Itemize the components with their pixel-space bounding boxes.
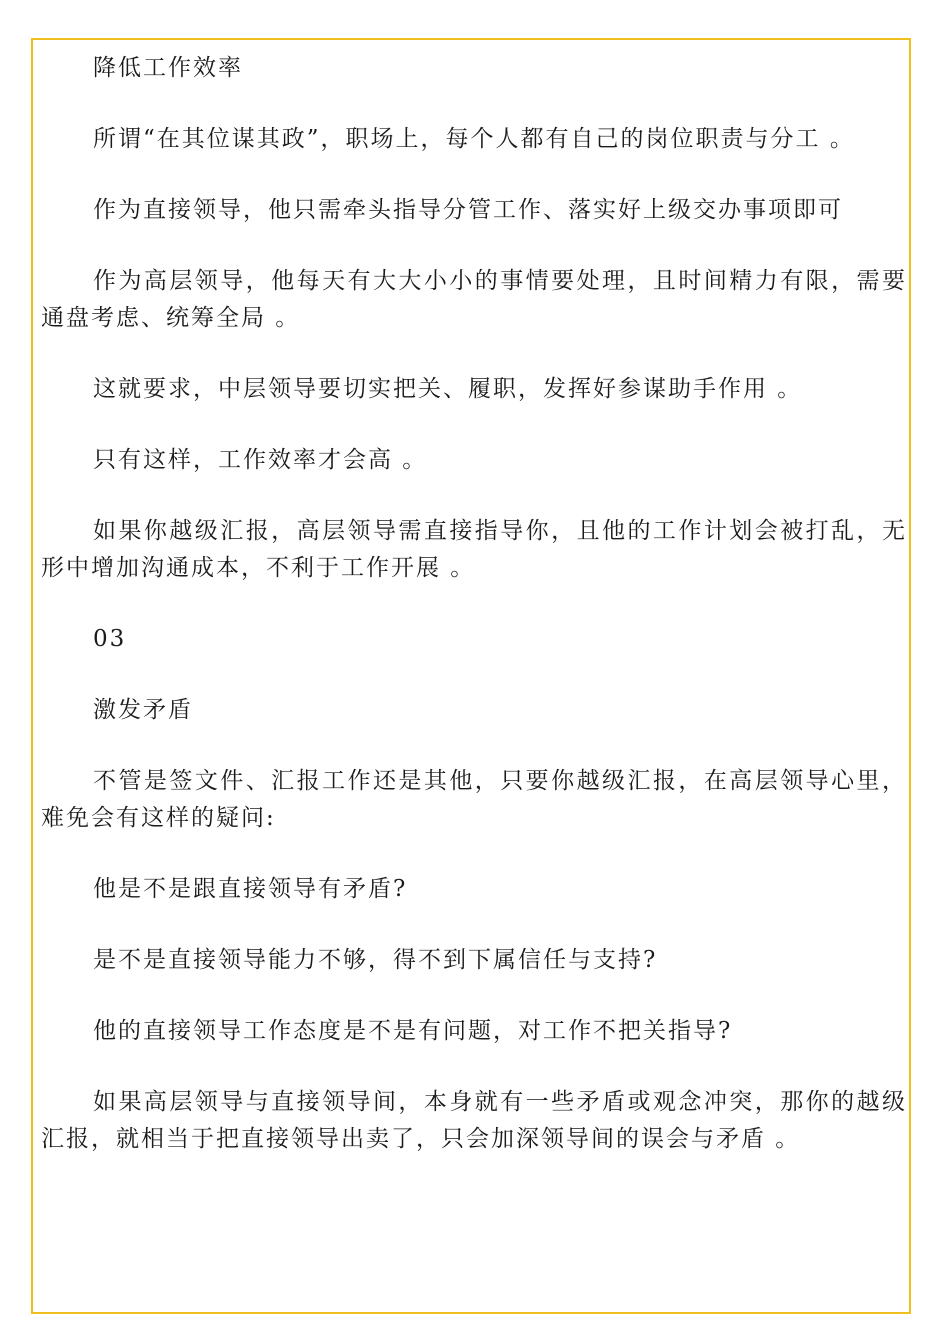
paragraph: 如果高层领导与直接领导间，本身就有一些矛盾或观念冲突，那你的越级汇报，就相当于把直接领导出卖了，只会加深领导间的误会与矛盾 。 xyxy=(41,1089,907,1152)
paragraph: 作为直接领导，他只需牵头指导分管工作、落实好上级交办事项即可 xyxy=(93,197,843,223)
section-heading: 激发矛盾 xyxy=(93,697,193,723)
document-body xyxy=(41,50,907,1192)
paragraph: 不管是签文件、汇报工作还是其他，只要你越级汇报，在高层领导心里，难免会有这样的疑问: xyxy=(41,768,907,831)
paragraph: 这就要求，中层领导要切实把关、履职，发挥好参谋助手作用 。 xyxy=(93,376,803,402)
paragraph: 如果你越级汇报，高层领导需直接指导你，且他的工作计划会被打乱，无形中增加沟通成本，不利于工作开展 。 xyxy=(41,518,907,581)
paragraph: 只有这样，工作效率才会高 。 xyxy=(93,447,428,473)
paragraph: 他是不是跟直接领导有矛盾? xyxy=(93,876,408,902)
section-number: 03 xyxy=(93,626,127,652)
paragraph: 所谓“在其位谋其政”，职场上，每个人都有自己的岗位职责与分工 。 xyxy=(93,126,855,152)
paragraph: 降低工作效率 xyxy=(93,55,243,81)
paragraph: 作为高层领导，他每天有大大小小的事情要处理，且时间精力有限，需要通盘考虑、统筹全局 。 xyxy=(41,268,907,331)
paragraph: 是不是直接领导能力不够，得不到下属信任与支持? xyxy=(93,947,658,973)
paragraph: 他的直接领导工作态度是不是有问题，对工作不把关指导? xyxy=(93,1018,733,1044)
